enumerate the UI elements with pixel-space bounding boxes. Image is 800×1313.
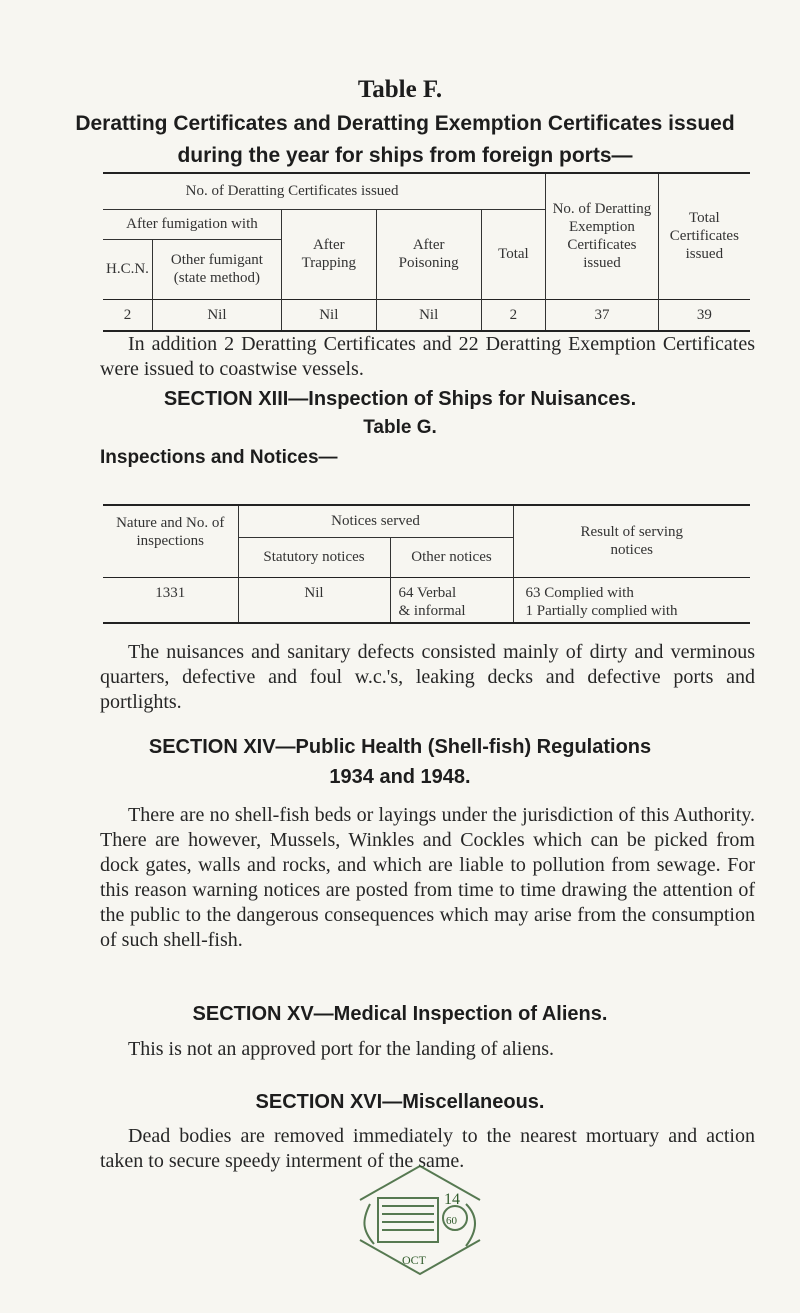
cell-statutory: Nil <box>238 577 390 623</box>
cell-total-certificates: 39 <box>658 299 750 331</box>
header-hcn: H.C.N. <box>103 239 152 299</box>
inspections-notices-heading: Inspections and Notices— <box>100 447 338 468</box>
deratting-certificates-table <box>103 172 750 332</box>
cell-other-fumigant: Nil <box>152 299 281 331</box>
header-notices-served: Notices served <box>238 505 513 537</box>
header-after-trapping: After Trapping <box>281 209 376 299</box>
header-result-notices: Result of serving notices <box>513 505 750 577</box>
cell-nature: 1331 <box>103 577 238 623</box>
section-xiii-title: SECTION XIII—Inspection of Ships for Nuisances. <box>163 388 637 410</box>
coastwise-paragraph: In addition 2 Deratting Certificates and 22 Deratting Exemption Certificates were issued to coastwise vessels. <box>100 333 755 380</box>
stamp-day: 14 <box>444 1191 460 1208</box>
cell-hcn: 2 <box>103 299 152 331</box>
section-xvi-title: SECTION XVI—Miscellaneous. <box>255 1091 545 1113</box>
cell-exemption: 37 <box>546 299 659 331</box>
section-xiv-body: There are no shell-fish beds or layings under the jurisdiction of this Authority. There are however, Mussels, Winkles and Cockles which can be picked from dock gates, walls and rocks, and which are liable to pollution from sewage. For this reason warning notices are posted from time to time drawing the attention of the public to the dangerous consequences which may arise from the consumption of such shell-fish. <box>100 804 755 951</box>
cell-result <box>513 577 750 623</box>
library-stamp-icon <box>340 1160 500 1280</box>
stamp-month: OCT <box>402 1253 426 1267</box>
table-f-title: Table F. <box>357 76 443 103</box>
nuisances-paragraph: The nuisances and sanitary defects consisted mainly of dirty and verminous quarters, defective and foul w.c.'s, leaking decks and defective ports and portlights. <box>100 641 755 713</box>
header-other-fumigant: Other fumigant (state method) <box>152 239 281 299</box>
section-xv-body: This is not an approved port for the landing of aliens. <box>128 1038 555 1060</box>
cell-other-notices-line1: 64 Verbal <box>398 584 457 601</box>
section-xiv-title-line1: SECTION XIV—Public Health (Shell-fish) Regulations <box>148 736 652 758</box>
stamp-year: 60 <box>446 1215 457 1227</box>
cell-result-line1: 63 Complied with <box>525 584 634 601</box>
cell-result-line2: 1 Partially complied with <box>525 602 678 619</box>
header-after-fumigation: After fumigation with <box>103 209 281 239</box>
cell-after-poisoning: Nil <box>376 299 481 331</box>
header-total: Total <box>481 209 546 299</box>
cell-after-trapping: Nil <box>281 299 376 331</box>
header-after-poisoning: After Poisoning <box>376 209 481 299</box>
inspections-notices-table <box>103 504 750 624</box>
table-g-title: Table G. <box>363 417 437 438</box>
cell-total: 2 <box>481 299 546 331</box>
section-xv-title: SECTION XV—Medical Inspection of Aliens. <box>192 1003 608 1025</box>
header-other-notices: Other notices <box>390 537 513 577</box>
section-xiv-title-line2: 1934 and 1948. <box>329 766 471 788</box>
cell-other-notices <box>390 577 513 623</box>
header-statutory-notices: Statutory notices <box>238 537 390 577</box>
section-xvi-body: Dead bodies are removed immediately to the nearest mortuary and action taken to secure speedy interment of the same. <box>100 1125 755 1172</box>
header-nature-inspections: Nature and No. of inspections <box>116 515 225 549</box>
table-f-heading: Deratting Certificates and Deratting Exemption Certificates issued during the year for ships from foreign ports— <box>75 112 735 167</box>
header-total-certificates: Total Certificates issued <box>658 173 750 299</box>
header-exemption-certificates: No. of Deratting Exemption Certificates issued <box>546 173 659 299</box>
header-no-deratting-certificates: No. of Deratting Certificates issued <box>185 183 399 200</box>
cell-other-notices-line2: & informal <box>398 602 466 619</box>
